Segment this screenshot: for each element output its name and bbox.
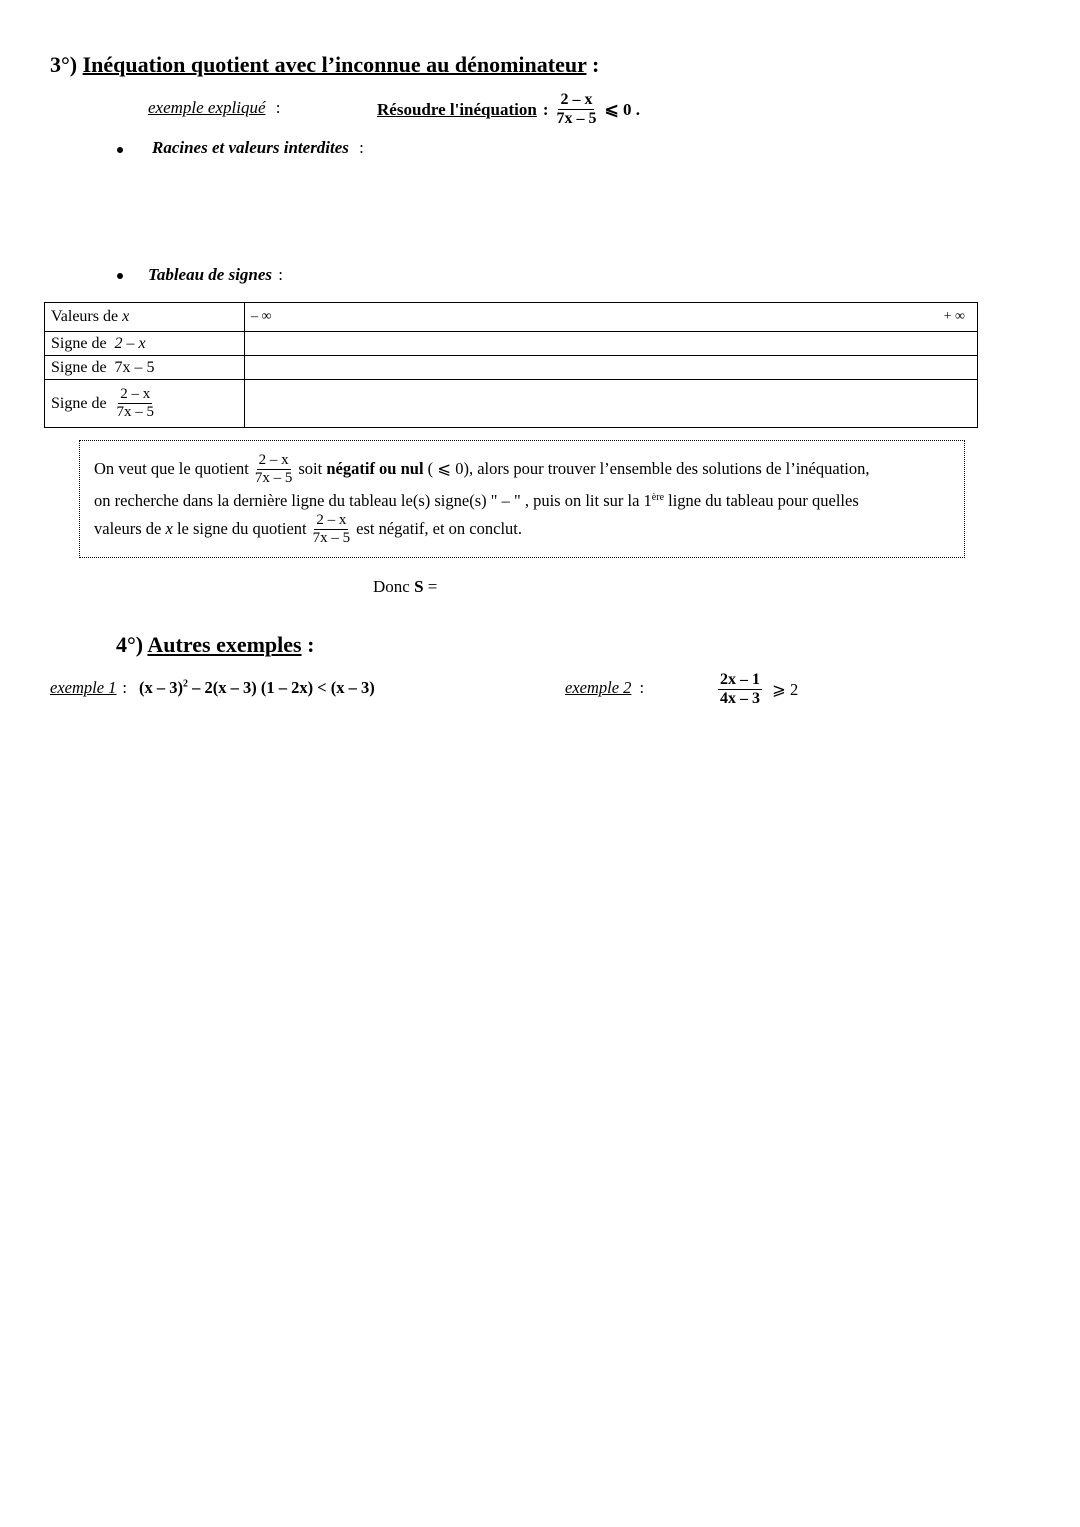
fraction-denominator: 7x – 5 <box>312 529 351 546</box>
row-label: Valeurs de <box>51 308 119 325</box>
example-label <box>148 98 281 118</box>
inequation-fraction <box>554 92 598 127</box>
solution-set-symbol: S <box>414 577 424 596</box>
racines-colon: : <box>359 138 364 157</box>
explanation-line-1 <box>94 453 950 486</box>
text: on recherche dans la dernière ligne du tableau le(s) signe(s) " – " , puis on lit sur la 1 <box>94 491 652 510</box>
section-number: 4°) <box>116 632 144 657</box>
sign-cell <box>245 332 978 356</box>
resoudre-text: Résoudre l'inéquation <box>377 99 537 119</box>
quotient-fraction <box>253 453 295 486</box>
fraction-numerator: 2 – x <box>560 91 593 108</box>
plus-infinity: + ∞ <box>943 309 965 324</box>
row-label: Signe de <box>51 334 107 352</box>
inequation-tail: ⩽ 0 . <box>604 99 640 119</box>
equals-sign: = <box>427 577 438 596</box>
text: soit <box>298 459 323 479</box>
example-2-fraction <box>718 672 762 707</box>
bullet-icon <box>117 147 123 153</box>
row-label: Signe de <box>51 394 107 412</box>
example-1 <box>50 678 375 698</box>
fraction-denominator: 7x – 5 <box>116 404 155 420</box>
section-4-title <box>116 632 314 658</box>
row-expression: 7x – 5 <box>114 358 155 376</box>
table-row <box>45 332 978 356</box>
example-label-sep: : <box>275 98 281 117</box>
section-colon: : <box>307 632 315 657</box>
explanation-line-3 <box>94 513 950 546</box>
table-row <box>45 303 978 332</box>
tableau-heading <box>148 265 283 285</box>
row-label: Signe de <box>51 358 107 376</box>
expr-part: – 2(x – 3) (1 – 2x) < (x – 3) <box>192 678 375 697</box>
row-expression: 2 – x <box>114 334 146 352</box>
racines-text: Racines et valeurs interdites <box>152 138 349 157</box>
fraction-denominator: 4x – 3 <box>720 690 760 707</box>
sign-cell <box>245 380 978 428</box>
tableau-colon: : <box>278 265 284 284</box>
tableau-text: Tableau de signes <box>148 265 273 284</box>
variable: x <box>165 518 173 538</box>
resoudre-colon: : <box>542 99 549 119</box>
explanation-line-2 <box>94 493 950 510</box>
table-row <box>45 356 978 380</box>
fraction-numerator: 2 – x <box>120 386 151 402</box>
example-label-text: exemple expliqué <box>148 98 266 117</box>
donc-text: Donc <box>373 577 410 596</box>
example-2-tail: ⩾ 2 <box>772 679 799 699</box>
text: On veut que le quotient <box>94 459 249 479</box>
example-2-label-text: exemple 2 <box>565 678 632 697</box>
section-3-title <box>50 52 599 78</box>
example-1-label: exemple 1 <box>50 678 117 697</box>
text: est négatif, et on conclut. <box>356 518 523 538</box>
text: ligne du tableau pour quelles <box>668 491 859 510</box>
fraction-numerator: 2 – x <box>316 511 347 528</box>
example-2-sep: : <box>639 678 645 697</box>
minus-infinity: – ∞ <box>251 309 272 324</box>
fraction-numerator: 2 – x <box>258 452 289 468</box>
section-colon: : <box>591 52 600 77</box>
text: le signe du quotient <box>176 518 307 538</box>
values-cell <box>245 303 978 332</box>
sign-cell <box>245 356 978 380</box>
fraction-denominator: 7x – 5 <box>556 110 597 127</box>
superscript: ère <box>651 492 665 503</box>
racines-heading <box>152 138 364 158</box>
section-title-text: Autres exemples <box>147 632 302 657</box>
example-2-label <box>565 678 644 698</box>
table-label-cell <box>45 332 245 356</box>
conclusion-line <box>373 577 437 597</box>
text: ( ⩽ 0), alors pour trouver l’ensemble des solutions de l’inéquation, <box>427 459 870 479</box>
example-2-inequation <box>718 672 798 707</box>
table-label-cell <box>45 303 245 332</box>
exponent: 2 <box>183 678 189 690</box>
row-fraction <box>115 387 157 420</box>
bold-text: négatif ou nul <box>326 459 424 479</box>
bullet-icon <box>117 273 123 279</box>
sign-table <box>44 302 978 428</box>
table-label-cell <box>45 380 245 428</box>
section-title-text: Inéquation quotient avec l’inconnue au dénominateur <box>82 52 587 77</box>
example-1-expression <box>139 678 375 698</box>
explanation-box <box>79 440 965 558</box>
table-label-cell <box>45 356 245 380</box>
expr-part: (x – 3) <box>139 678 184 697</box>
row-variable: x <box>122 308 130 325</box>
text: valeurs de <box>94 518 162 538</box>
section-number: 3°) <box>50 52 78 77</box>
table-row <box>45 380 978 428</box>
fraction-denominator: 7x – 5 <box>254 470 293 486</box>
quotient-fraction <box>311 513 353 546</box>
example-1-sep: : <box>122 678 128 697</box>
resoudre-statement <box>377 92 640 127</box>
fraction-numerator: 2x – 1 <box>720 671 760 688</box>
